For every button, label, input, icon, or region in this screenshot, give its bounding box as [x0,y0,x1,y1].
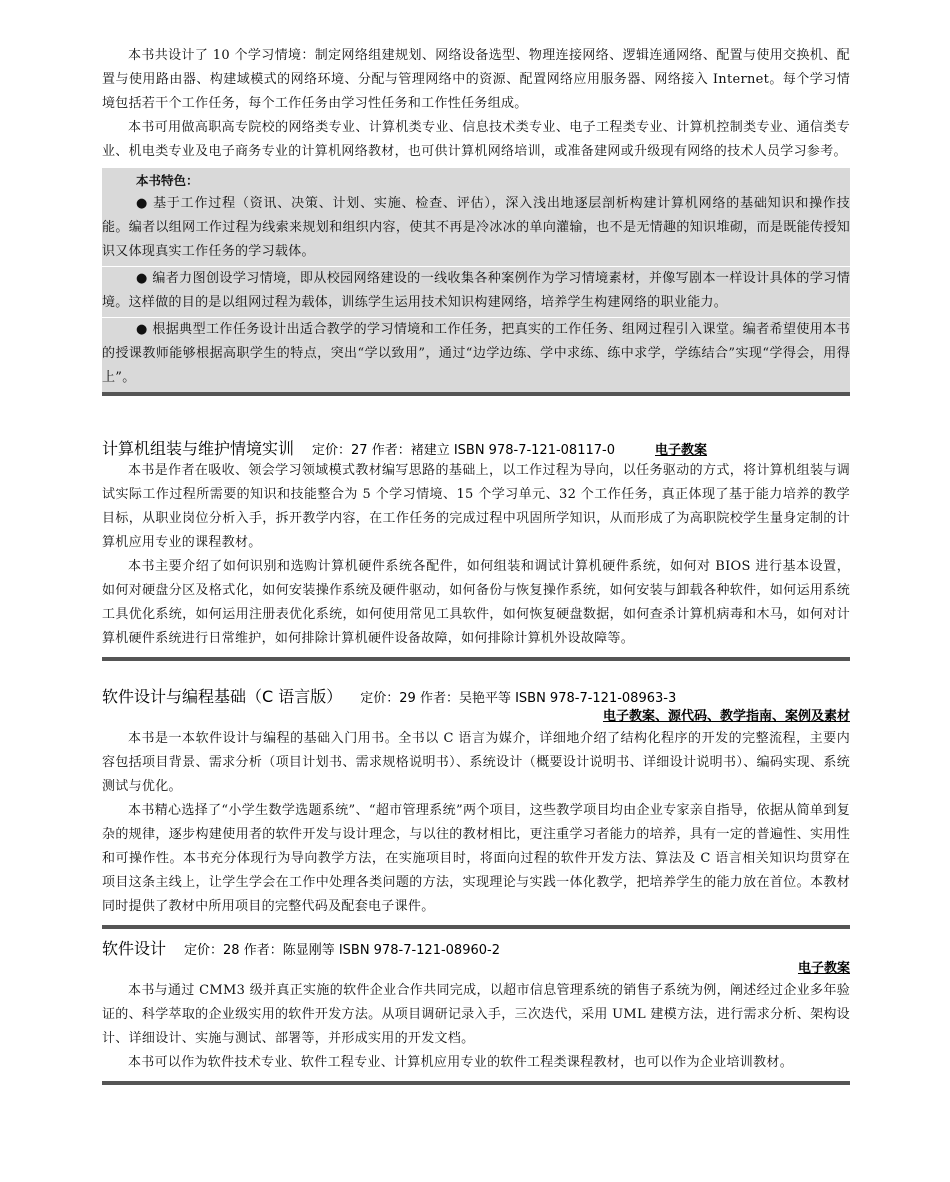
book-description: 本书是一本软件设计与编程的基础入门用书。全书以 C 语言为媒介，详细地介绍了结构化程序的开发的完整流程，主要内容包括项目背景、需求分析（项目计划书、需求规格说明书）、系统设计（概要设计说明书、详细设计说明书）、编码实现、系统测试与优化。 [102,731,850,794]
book-meta: 定价：29 作者：吴艳平等 ISBN 978-7-121-08963-3 [360,691,677,706]
book-description: 本书与通过 CMM3 级并真正实施的软件企业合作共同完成，以超市信息管理系统的销售子系统为例，阐述经过企业多年验证的、科学萃取的企业级实用的软件开发方法。从项目调研记录入手，三次迭代，采用 UML 建模方法，进行需求分析、架构设计、详细设计、实施与测试、部署等，并形成实用的开发文档。 [102,983,850,1046]
feature-item: ● 基于工作过程（资讯、决策、计划、实施、检查、评估），深入浅出地逐层剖析构建计算机网络的基础知识和操作技能。编者以组网工作过程为线索来规划和组织内容，使其不再是冷冰冰的单向灌输，也不是无情趣的知识堆砌，而是既能传授知识又体现真实工作任务的学习载体。 [102,192,850,267]
book-header [102,684,850,707]
book-resources-link[interactable]: 电子教案 [797,961,850,976]
intro-paragraph: 本书可用做高职高专院校的网络类专业、计算机类专业、信息技术类专业、电子工程类专业、计算机控制类专业、通信类专业、机电类专业及电子商务专业的计算机网络教材，也可供计算机网络培训，或准备建网或升级现有网络的技术人员学习参考。 [102,120,850,159]
book-header [102,436,850,459]
intro-section [102,44,850,396]
book-entry [102,936,850,1085]
book-entry [102,684,850,929]
book-description: 本书主要介绍了如何识别和选购计算机硬件系统各配件，如何组装和调试计算机硬件系统，如何对 BIOS 进行基本设置，如何对硬盘分区及格式化，如何安装操作系统及硬件驱动，如何备份与恢复操作系统，如何安装与卸载各种软件，如何运用系统工具优化系统，如何运用注册表优化系统，如何使用常见工具软件，如何恢复硬盘数据，如何查杀计算机病毒和木马，如何对计算机硬件系统进行日常维护，如何排除计算机硬件设备故障，如何排除计算机外设故障等。 [102,559,850,646]
book-entry [102,436,850,661]
section-divider [102,392,850,396]
intro-paragraph: 本书共设计了 10 个学习情境：制定网络组建规划、网络设备选型、物理连接网络、逻辑连通网络、配置与使用交换机、配置与使用路由器、构建域模式的网络环境、分配与管理网络中的资源、配置网络应用服务器、网络接入 Internet。每个学习情境包括若干个工作任务，每个工作任务由学习性任务和工作性任务组成。 [102,48,850,111]
book-description: 本书是作者在吸收、领会学习领域模式教材编写思路的基础上，以工作过程为导向，以任务驱动的方式，将计算机组装与调试实际工作过程所需要的知识和技能整合为 5 个学习情境、15 个学习单元、32 个工作任务，真正体现了基于能力培养的教学目标，从职业岗位分析入手，拆开教学内容，在工作任务的完成过程中巩固所学知识，从而形成了为高职院校学生量身定制的计算机应用专业的课程教材。 [102,463,850,550]
feature-item: ● 根据典型工作任务设计出适合教学的学习情境和工作任务，把真实的工作任务、组网过程引入课堂。编者希望使用本书的授课教师能够根据高职学生的特点，突出“学以致用”，通过“边学边练、学中求练、练中求学，学练结合”实现“学得会，用得上”。 [102,322,850,385]
book-resources-link[interactable]: 电子教案 [654,443,707,458]
feature-item: ● 编者力图创设学习情境，即从校园网络建设的一线收集各种案例作为学习情境素材，并像写剧本一样设计具体的学习情境。这样做的目的是以组网过程为载体，训练学生运用技术知识构建网络，培养学生构建网络的职业能力。 [102,267,850,318]
book-title: 计算机组装与维护情境实训 [102,439,295,458]
book-description: 本书精心选择了“小学生数学选题系统”、“超市管理系统”两个项目，这些教学项目均由企业专家亲自指导，依据从简单到复杂的规律，逐步构建使用者的软件开发与设计理念，与以往的教材相比，更注重学习者能力的培养，具有一定的普遍性、实用性和可操作性。本书充分体现行为导向教学方法，在实施项目时，将面向过程的软件开发方法、算法及 C 语言相关知识均贯穿在项目这条主线上，让学生学会在工作中处理各类问题的方法，实现理论与实践一体化教学，把培养学生的能力放在首位。本教材同时提供了教材中所用项目的完整代码及配套电子课件。 [102,803,850,914]
book-meta: 定价：27 作者：褚建立 ISBN 978-7-121-08117-0 [312,443,615,458]
book-title: 软件设计 [102,939,167,958]
section-divider [102,657,850,661]
book-title: 软件设计与编程基础（C 语言版） [102,687,343,706]
section-divider [102,1081,850,1085]
book-resources-link[interactable]: 电子教案、源代码、教学指南、案例及素材 [602,709,850,724]
book-description: 本书可以作为软件技术专业、软件工程专业、计算机应用专业的软件工程类课程教材，也可以作为企业培训教材。 [128,1055,794,1070]
section-divider [102,925,850,929]
book-header [102,936,850,959]
features-box [102,168,850,392]
features-title: 本书特色： [136,173,199,188]
book-meta: 定价：28 作者：陈显刚等 ISBN 978-7-121-08960-2 [184,943,500,958]
